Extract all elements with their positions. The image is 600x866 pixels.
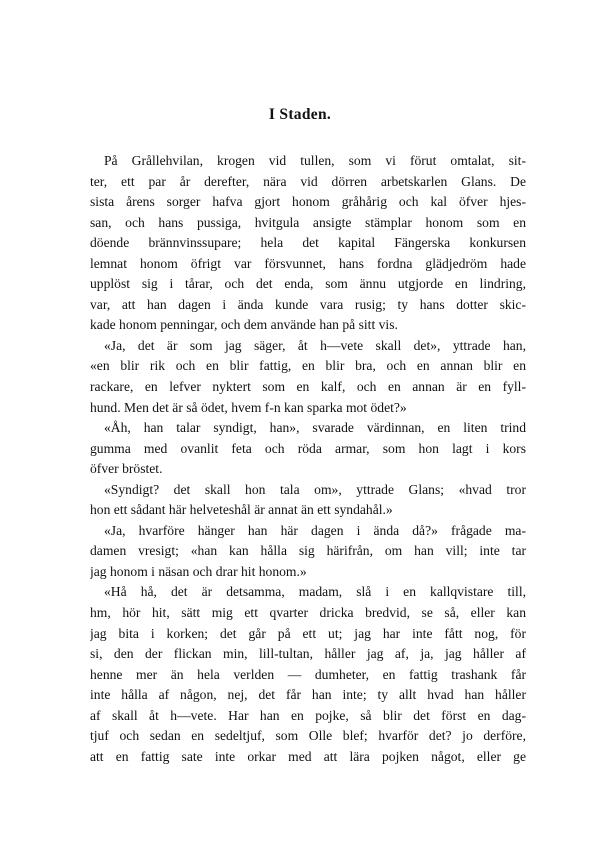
text-line: damen vresigt; «han kan hålla sig härifrån, om han vill; inte tar (90, 543, 526, 559)
text-line: tjuf och sedan en sedeltjuf, som Olle blef; hvarför det? jo derföre, (90, 728, 526, 744)
text-line: hon ett sådant här helveteshål är annat än ett syndahål.» (90, 502, 393, 518)
text-line: kade honom penningar, och dem använde han på sitt vis. (90, 317, 398, 333)
text-line: jag honom i näsan och drar hit honom.» (90, 563, 307, 579)
text-line: hund. Men det är så ödet, hvem f-n kan sparka mot ödet?» (90, 399, 407, 415)
text-line: döende brännvinssupare; hela det kapital Fängerska konkursen (90, 235, 526, 251)
text-line: san, och hans pussiga, hvitgula ansigte stämplar honom som en (90, 214, 526, 230)
text-line: gumma med ovanlit feta och röda armar, som hon lagt i kors (90, 440, 526, 456)
text-line: upplöst sig i tårar, och det enda, som ännu utgjorde en lindring, (90, 276, 526, 292)
text-line: lemnat honom öfrigt var försvunnet, hans fordna glädjedröm hade (90, 255, 526, 271)
text-line: «en blir rik och en blir fattig, en blir bra, och en annan blir en (90, 358, 526, 374)
text-line: af skall åt h—vete. Har han en pojke, så blir det först en dag- (90, 707, 526, 723)
text-line: att en fattig sate inte orkar med att lära pojken något, eller ge (90, 748, 526, 764)
text-line: sista årens sorger hafva gjort honom gråhårig och kal öfver hjes- (90, 194, 526, 210)
text-line: «Ja, det är som jag säger, åt h—vete skall det», yttrade han, (104, 337, 526, 353)
text-line: «Ja, hvarföre hänger han här dagen i ända då?» frågade ma- (104, 522, 526, 538)
text-line: rackare, en lefver nyktert som en kalf, och en annan är en fyll- (90, 379, 526, 395)
chapter-title: I Staden. (268, 106, 332, 123)
text-line: På Grållehvilan, krogen vid tullen, som vi förut omtalat, sit- (104, 153, 526, 168)
text-line: var, att han dagen i ända kunde vara rusig; ty hans dotter skic- (90, 296, 526, 312)
text-line: öfver bröstet. (90, 461, 163, 477)
text-line: si, den der flickan min, lill-tultan, håller jag af, ja, jag håller af (90, 646, 526, 662)
text-line: «Åh, han talar syndigt, han», svarade värdinnan, en liten trind (104, 420, 526, 436)
text-line: «Syndigt? det skall hon tala om», yttrade Glans; «hvad tror (104, 481, 526, 497)
body-text (90, 151, 526, 767)
text-line: ter, ett par år derefter, nära vid dörren arbetskarlen Glans. De (90, 173, 526, 189)
text-line: jag bita i korken; det går på ett ut; jag har inte fått nog, för (90, 625, 526, 641)
text-line: inte hålla af någon, nej, det får han inte; ty allt hvad han håller (90, 687, 526, 703)
text-line: «Hå hå, det är detsamma, madam, slå i en kallqvistare till, (104, 584, 526, 600)
text-line: hm, hör hit, sätt mig ett qvarter dricka bredvid, se så, eller kan (90, 605, 526, 621)
text-line: henne mer än hela verlden — dumheter, en fattig trashank får (90, 666, 526, 682)
